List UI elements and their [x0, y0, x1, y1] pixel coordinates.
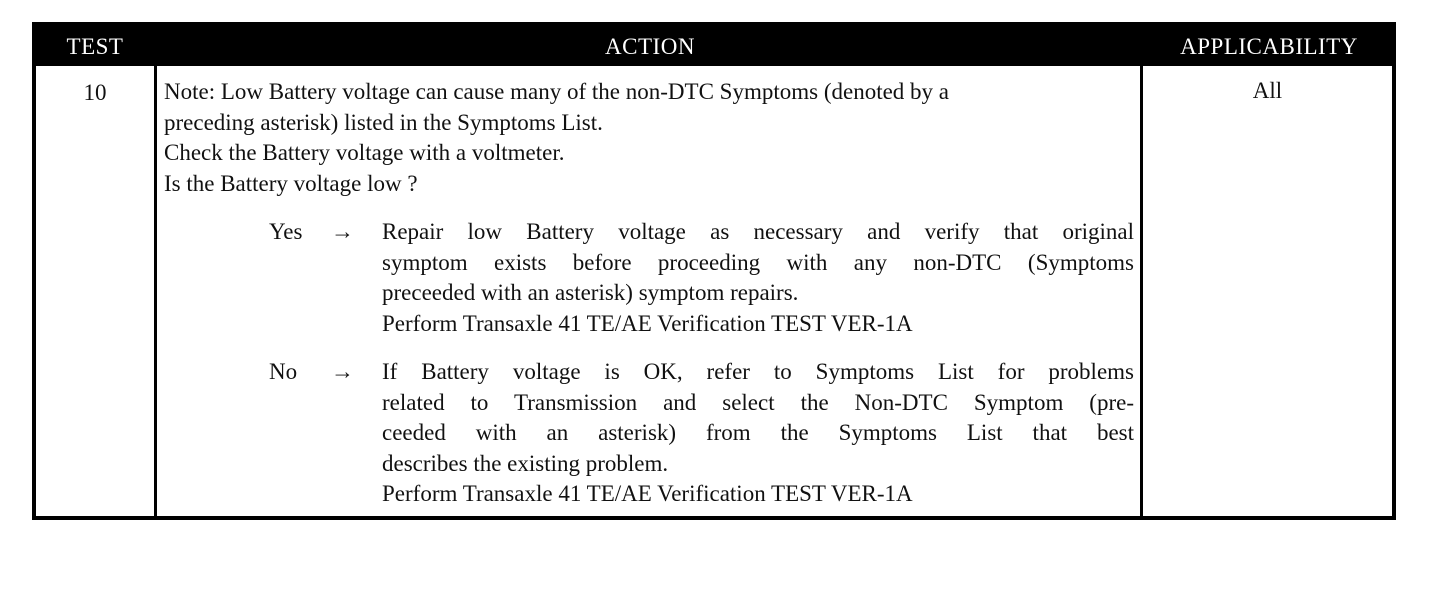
column-divider: [154, 26, 157, 516]
no-line: If Battery voltage is OK, refer to Symptoms List for problems: [382, 359, 1134, 384]
action-cell: [164, 66, 1134, 510]
no-label: No: [269, 359, 298, 384]
applicability-cell: All: [1252, 78, 1283, 103]
yes-line: Perform Transaxle 41 TE/AE Verification TEST VER-1A: [382, 310, 913, 336]
no-line: ceeded with an asterisk) from the Symptoms List that best: [382, 420, 1134, 445]
intro-line: Is the Battery voltage low ?: [164, 170, 418, 196]
yes-line: symptom exists before proceeding with any non-DTC (Symptoms: [382, 249, 1134, 275]
diagnostic-test-table: [32, 22, 1396, 520]
test-number-cell: 10: [83, 80, 107, 105]
header-test: TEST: [66, 34, 124, 59]
no-line: related to Transmission and select the Non-DTC Symptom (pre-: [382, 389, 1134, 415]
header-applicability: APPLICABILITY: [1180, 34, 1358, 59]
no-line: describes the existing problem.: [382, 450, 669, 476]
yes-answer-block: [164, 217, 1134, 339]
yes-line: Repair low Battery voltage as necessary and verify that original: [382, 219, 1134, 244]
header-action: ACTION: [605, 34, 695, 59]
intro-line: preceding asterisk) listed in the Symptoms List.: [164, 109, 603, 135]
right-arrow-icon: →: [331, 219, 354, 244]
table-header-row: [36, 26, 1392, 66]
yes-label: Yes: [269, 219, 303, 244]
right-arrow-icon: →: [331, 359, 354, 384]
intro-line: Check the Battery voltage with a voltmeter.: [164, 140, 565, 165]
no-answer-block: [164, 357, 1134, 510]
no-line: Perform Transaxle 41 TE/AE Verification TEST VER-1A: [382, 481, 913, 506]
no-answer-text: [382, 357, 1134, 510]
intro-line: Note: Low Battery voltage can cause many of the non-DTC Symptoms (denoted by a: [164, 79, 949, 104]
yes-answer-text: [382, 217, 1134, 339]
yes-line: preceeded with an asterisk) symptom repairs.: [382, 280, 799, 305]
